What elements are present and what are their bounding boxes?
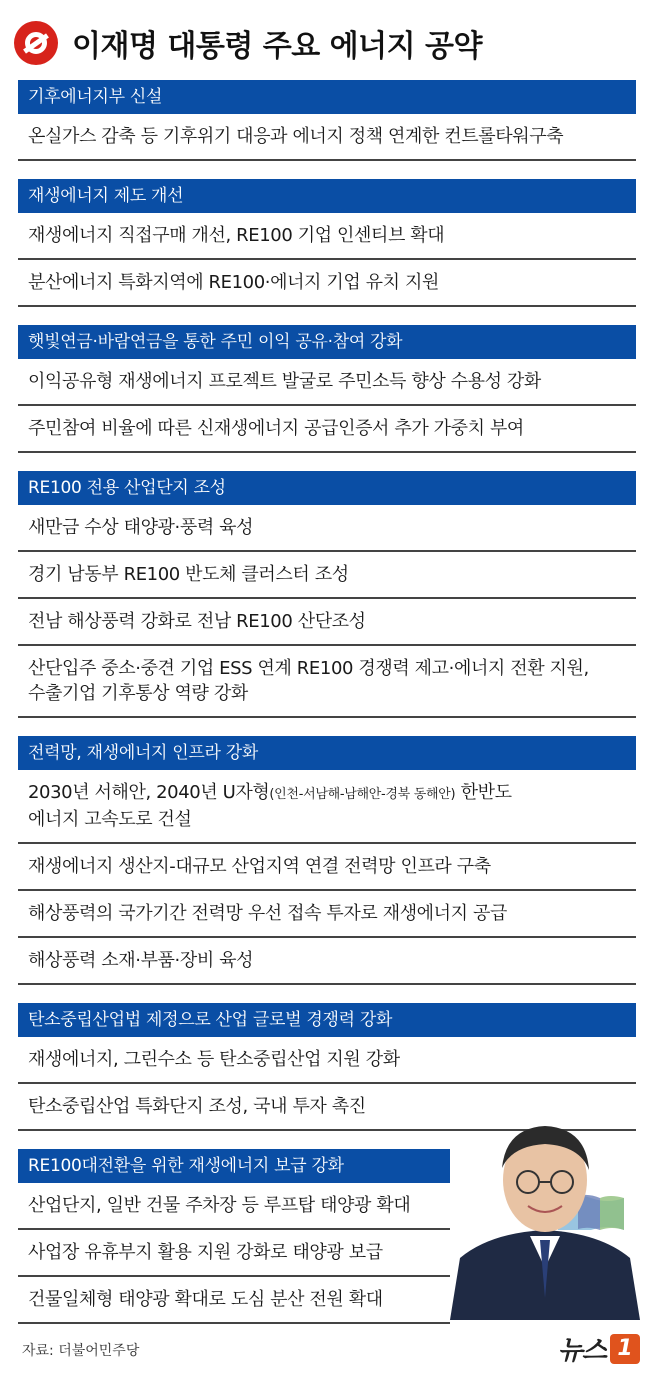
section-title: 기후에너지부 신설 [18,80,636,114]
section-title: 전력망, 재생에너지 인프라 강화 [18,736,636,770]
list-item: 해상풍력 소재·부품·장비 육성 [18,938,636,985]
section-re100-transition [18,1149,450,1324]
list-item: 산업단지, 일반 건물 주차장 등 루프탑 태양광 확대 [18,1183,450,1230]
section-title: RE100 전용 산업단지 조성 [18,471,636,505]
party-logo-icon [14,21,58,65]
list-item: 경기 남동부 RE100 반도체 클러스터 조성 [18,552,636,599]
list-item: 전남 해상풍력 강화로 전남 RE100 산단조성 [18,599,636,646]
list-item: 재생에너지, 그린수소 등 탄소중립산업 지원 강화 [18,1037,636,1084]
list-item: 사업장 유휴부지 활용 지원 강화로 태양광 보급 [18,1230,450,1277]
news1-logo [558,1330,640,1367]
item-note: (인천-서남해-남해안-경북 동해안) [269,787,456,802]
header [14,18,658,68]
section-title: 햇빛연금·바람연금을 통한 주민 이익 공유·참여 강화 [18,325,636,359]
item-text: 한반도 [455,782,512,803]
brand-badge: 1 [610,1334,640,1364]
section-grid-infrastructure [18,736,636,985]
list-item: 탄소중립산업 특화단지 조성, 국내 투자 촉진 [18,1084,636,1131]
list-item-line: 산단입주 중소·중견 기업 ESS 연계 RE100 경쟁력 제고·에너지 전환 지원, [28,658,589,679]
section-re100-industrial-complex [18,471,636,718]
list-item: 온실가스 감축 등 기후위기 대응과 에너지 정책 연계한 컨트롤타워구축 [18,114,636,161]
list-item: 재생에너지 직접구매 개선, RE100 기업 인센티브 확대 [18,213,636,260]
list-item: 건물일체형 태양광 확대로 도심 분산 전원 확대 [18,1277,450,1324]
list-item: 주민참여 비율에 따른 신재생에너지 공급인증서 추가 가중치 부여 [18,406,636,453]
section-title: 탄소중립산업법 제정으로 산업 글로벌 경쟁력 강화 [18,1003,636,1037]
list-item [18,646,636,718]
list-item: 해상풍력의 국가기간 전력망 우선 접속 투자로 재생에너지 공급 [18,891,636,938]
president-portrait [450,1118,640,1320]
section-title: 재생에너지 제도 개선 [18,179,636,213]
list-item: 분산에너지 특화지역에 RE100·에너지 기업 유치 지원 [18,260,636,307]
list-item: 재생에너지 생산지-대규모 산업지역 연결 전력망 인프라 구축 [18,844,636,891]
list-item: 새만금 수상 태양광·풍력 육성 [18,505,636,552]
list-item [18,770,636,844]
section-title: RE100대전환을 위한 재생에너지 보급 강화 [18,1149,450,1183]
section-carbon-neutral-law [18,1003,636,1131]
section-resident-benefit [18,325,636,453]
list-item-line [28,780,636,807]
section-renewable-system [18,179,636,307]
section-climate-ministry [18,80,636,161]
list-item-line: 수출기업 기후통상 역량 강화 [28,683,248,704]
item-text: 2030년 서해안, 2040년 U자형 [28,782,270,803]
page-title: 이재명 대통령 주요 에너지 공약 [72,29,483,64]
brand-text: 뉴스 [557,1336,606,1366]
source-caption: 자료: 더불어민주당 [22,1343,140,1359]
list-item-line: 에너지 고속도로 건설 [28,809,192,830]
list-item: 이익공유형 재생에너지 프로젝트 발굴로 주민소득 향상 수용성 강화 [18,359,636,406]
